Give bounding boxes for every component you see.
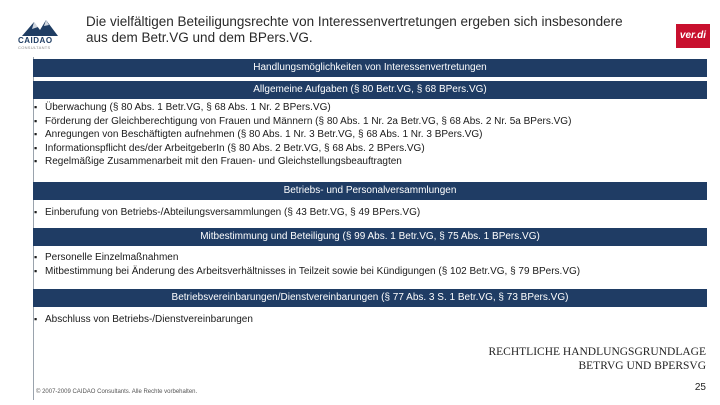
- slide-title: Die vielfältigen Beteiligungsrechte von Interessenvertretungen ergeben sich insbesondere aus dem Betr.VG und dem BPers.VG.: [86, 14, 623, 45]
- main-header-band: Handlungsmöglichkeiten von Interessenvertretungen: [33, 59, 707, 77]
- verdi-logo: ver.di: [676, 24, 710, 48]
- section-header-general-tasks: Allgemeine Aufgaben (§ 80 Betr.VG, § 68 BPers.VG): [33, 81, 707, 99]
- section-list-general-tasks: [33, 101, 571, 169]
- list-item: ▪ Informationspflicht des/der ArbeitgeberIn (§ 80 Abs. 2 Betr.VG, § 68 Abs. 2 BPers.VG): [33, 142, 571, 156]
- logo-subtitle: CONSULTANTS: [18, 45, 51, 50]
- section-header-agreements: Betriebsvereinbarungen/Dienstvereinbarungen (§ 77 Abs. 3 S. 1 Betr.VG, § 73 BPers.VG): [33, 289, 707, 307]
- section-header-codetermination: Mitbestimmung und Beteiligung (§ 99 Abs. 1 Betr.VG, § 75 Abs. 1 BPers.VG): [33, 228, 707, 246]
- logo-name: CAIDAO: [18, 36, 53, 45]
- list-item: ▪ Personelle Einzelmaßnahmen: [33, 251, 580, 265]
- list-item: ▪ Überwachung (§ 80 Abs. 1 Betr.VG, § 68 Abs. 1 Nr. 2 BPers.VG): [33, 101, 571, 115]
- copyright-notice: © 2007-2009 CAIDAO Consultants. Alle Rechte vorbehalten.: [36, 389, 198, 395]
- list-item: ▪ Regelmäßige Zusammenarbeit mit den Frauen- und Gleichstellungsbeauftragten: [33, 155, 571, 169]
- list-item: ▪ Abschluss von Betriebs-/Dienstvereinbarungen: [33, 313, 253, 327]
- section-list-agreements: [33, 313, 253, 327]
- footer-line-1: RECHTLICHE HANDLUNGSGRUNDLAGE: [488, 346, 706, 358]
- footer-section-label: [488, 345, 706, 373]
- list-item: ▪ Mitbestimmung bei Änderung des Arbeitsverhältnisses in Teilzeit sowie bei Kündigungen (§ 102 Betr.VG, § 79 BPers.VG): [33, 265, 580, 279]
- list-item: ▪ Anregungen von Beschäftigten aufnehmen (§ 80 Abs. 1 Nr. 3 Betr.VG, § 68 Abs. 1 Nr. 3 BPers.VG): [33, 128, 571, 142]
- section-list-assemblies: [33, 206, 420, 220]
- footer-line-2: BETRVG UND BPERSVG: [578, 360, 706, 372]
- list-item: ▪ Einberufung von Betriebs-/Abteilungsversammlungen (§ 43 Betr.VG, § 49 BPers.VG): [33, 206, 420, 220]
- list-item: ▪ Förderung der Gleichberechtigung von Frauen und Männern (§ 80 Abs. 1 Nr. 2a Betr.VG, § 68 Abs. 2 Nr. 5a BPers.VG): [33, 115, 571, 129]
- section-header-assemblies: Betriebs- und Personalversammlungen: [33, 182, 707, 200]
- section-list-codetermination: [33, 251, 580, 278]
- page-number: 25: [694, 382, 706, 393]
